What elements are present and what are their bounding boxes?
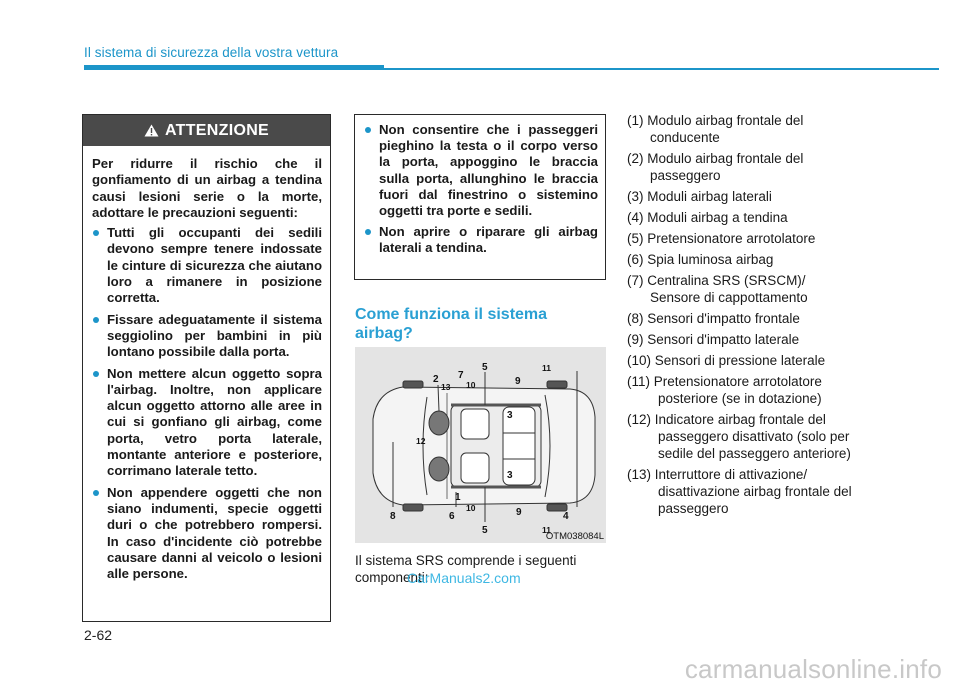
warning-bullet: Non appendere oggetti che non siano indumenti, specie oggetti duri o che potrebbero rompersi. In caso d'incidente ciò potrebbe causare danni al veicolo o lesioni alle persone. (92, 485, 322, 583)
note-bullet: Non consentire che i passeggeri pieghino la testa o il corpo verso la porta, appoggino le braccia sulla porta, allunghino le braccia fuori dal finestrino o sistemino oggetti tra porte e sedili. (364, 122, 598, 219)
diagram-label: 10 (466, 503, 476, 513)
section-heading: Come funziona il sistema airbag? (355, 306, 548, 342)
diagram-label: 13 (441, 382, 451, 392)
diagram-label: 3 (507, 470, 513, 481)
list-item: (4) Moduli airbag a tendina (627, 210, 788, 225)
item-number: (10) (627, 353, 652, 368)
item-number: (1) (627, 113, 644, 128)
diagram-label: 2 (433, 374, 439, 385)
item-number: (13) (627, 467, 652, 482)
car-top-view-illustration (355, 347, 606, 543)
note-box (354, 114, 606, 280)
diagram-label: 11 (542, 363, 551, 373)
diagram-label: 12 (416, 436, 426, 446)
diagram-label: 1 (455, 492, 461, 503)
warning-title: ATTENZIONE (164, 121, 270, 139)
list-item: (2) Modulo airbag frontale del passeggero (627, 151, 804, 183)
item-number: (12) (627, 412, 652, 427)
diagram-label: 4 (563, 511, 569, 522)
list-item: (9) Sensori d'impatto laterale (627, 332, 800, 347)
warning-bullet: Non mettere alcun oggetto sopra l'airbag. Inoltre, non applicare alcun oggetto attorno alle aree in cui si gonfiano gli airbag, come porta, vetro porta laterale, montante anteriore e posteriore, corrimano laterale tetto. (92, 366, 322, 480)
item-number: (4) (627, 210, 644, 225)
page-number: 2-62 (84, 627, 113, 643)
diagram-label: 9 (515, 376, 521, 387)
watermark-text: carmanualsonline.info (684, 654, 942, 684)
list-item: (10) Sensori di pressione laterale (627, 353, 826, 368)
warning-intro: Per ridurre il rischio che il gonfiamento di un airbag a tendina causi lesioni serie o la morte, adottare le precauzioni seguenti: (92, 156, 322, 220)
warning-triangle-icon (144, 124, 159, 137)
diagram-label: 9 (516, 507, 522, 518)
diagram-label: 7 (458, 370, 464, 381)
diagram-label: 5 (482, 362, 488, 373)
warning-header (83, 115, 330, 146)
item-number: (7) (627, 273, 644, 288)
list-item: (8) Sensori d'impatto frontale (627, 311, 800, 326)
warning-box (82, 114, 331, 622)
list-item: (3) Moduli airbag laterali (627, 189, 772, 204)
diagram-label: 5 (482, 525, 488, 536)
diagram-label: 3 (507, 410, 513, 421)
item-number: (3) (627, 189, 644, 204)
item-number: (5) (627, 231, 644, 246)
diagram-label: 10 (466, 380, 476, 390)
figure-code: OTM038084L (545, 531, 604, 542)
header-rule-thin (384, 68, 939, 70)
item-number: (9) (627, 332, 644, 347)
watermark-logo: CarManuals2.com (407, 570, 521, 586)
list-item: (13) Interruttore di attivazione/ disattivazione airbag frontale del passeggero (627, 467, 852, 516)
diagram-label: 11 (542, 525, 551, 535)
list-item: (1) Modulo airbag frontale del conducente (627, 113, 804, 145)
item-number: (8) (627, 311, 644, 326)
figure-caption: Il sistema SRS comprende i seguenti componenti: (355, 553, 577, 585)
component-list (627, 112, 927, 521)
list-item: (11) Pretensionatore arrotolatore posteriore (se in dotazione) (627, 374, 822, 406)
item-number: (2) (627, 151, 644, 166)
section-title: Il sistema di sicurezza della vostra vettura (84, 45, 339, 60)
list-item: (6) Spia luminosa airbag (627, 252, 774, 267)
item-number: (11) (627, 374, 651, 389)
airbag-diagram (355, 347, 606, 543)
list-item: (5) Pretensionatore arrotolatore (627, 231, 816, 246)
list-item: (12) Indicatore airbag frontale del passeggero disattivato (solo per sedile del passeggero anteriore) (627, 412, 851, 461)
list-item: (7) Centralina SRS (SRSCM)/ Sensore di cappottamento (627, 273, 808, 305)
item-number: (6) (627, 252, 644, 267)
header-rule (84, 65, 384, 70)
warning-bullet: Tutti gli occupanti dei sedili devono sempre tenere indossate le cinture di sicurezza che aiutano loro a rimanere in posizione corretta. (92, 225, 322, 306)
warning-bullet: Fissare adeguatamente il sistema seggiolino per bambini in più lontano possibile dalla porta. (92, 312, 322, 361)
note-bullet: Non aprire o riparare gli airbag laterali a tendina. (364, 224, 598, 256)
diagram-label: 8 (390, 511, 396, 522)
diagram-label: 6 (449, 511, 455, 522)
